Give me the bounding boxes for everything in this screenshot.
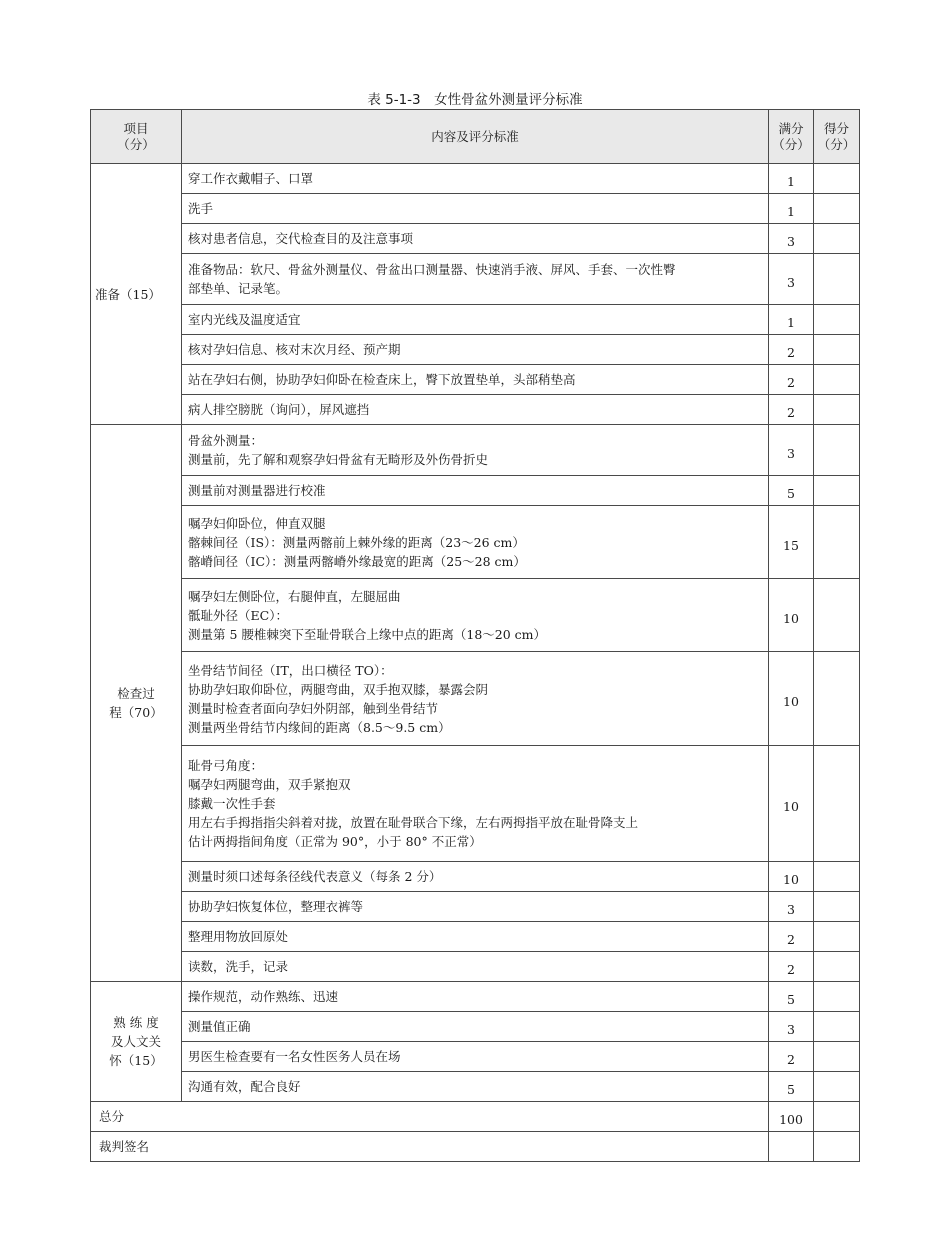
full-score-cell: 5 bbox=[769, 982, 814, 1012]
header-full-score: 满分 （分） bbox=[769, 110, 814, 164]
section-label-line: 准备（15） bbox=[95, 286, 161, 302]
total-row bbox=[91, 1102, 860, 1132]
criteria-line: 核对患者信息，交代检查目的及注意事项 bbox=[188, 231, 414, 246]
criteria-cell bbox=[182, 335, 769, 365]
table-row bbox=[91, 476, 860, 506]
criteria-line: 嘱孕妇两腿弯曲，双手紧抱双 bbox=[188, 777, 351, 792]
criteria-line: 协助孕妇取仰卧位，两腿弯曲，双手抱双膝，暴露会阴 bbox=[188, 681, 489, 697]
table-row bbox=[91, 746, 860, 862]
full-score-cell: 10 bbox=[769, 579, 814, 652]
got-score-cell[interactable] bbox=[814, 892, 860, 922]
got-score-cell[interactable] bbox=[814, 305, 860, 335]
criteria-line: 测量第 5 腰椎棘突下至耻骨联合上缘中点的距离（18～20 cm） bbox=[188, 626, 547, 642]
criteria-cell bbox=[182, 746, 769, 862]
criteria-line: 测量时检查者面向孕妇外阴部，触到坐骨结节 bbox=[188, 700, 439, 716]
section-label bbox=[91, 425, 182, 982]
table-row bbox=[91, 1072, 860, 1102]
criteria-cell bbox=[182, 305, 769, 335]
criteria-line: 部垫单、记录笔。 bbox=[188, 281, 289, 296]
full-score-cell: 1 bbox=[769, 305, 814, 335]
table-row bbox=[91, 506, 860, 579]
criteria-line: 嘱孕妇仰卧位，伸直双腿 bbox=[188, 515, 326, 531]
got-score-cell[interactable] bbox=[814, 952, 860, 982]
full-score-cell: 1 bbox=[769, 194, 814, 224]
criteria-line: 测量值正确 bbox=[188, 1019, 251, 1034]
got-score-cell[interactable] bbox=[814, 476, 860, 506]
signature-full-cell bbox=[769, 1132, 814, 1162]
got-score-cell[interactable] bbox=[814, 224, 860, 254]
signature-label: 裁判签名 bbox=[91, 1132, 769, 1162]
criteria-line: 核对孕妇信息、核对末次月经、预产期 bbox=[188, 342, 401, 357]
criteria-line: 膝戴一次性手套 bbox=[188, 796, 276, 811]
criteria-line: 穿工作衣戴帽子、口罩 bbox=[188, 171, 314, 186]
total-label: 总分 bbox=[91, 1102, 769, 1132]
got-score-cell[interactable] bbox=[814, 1042, 860, 1072]
got-score-cell[interactable] bbox=[814, 425, 860, 476]
full-score-cell: 3 bbox=[769, 224, 814, 254]
criteria-cell bbox=[182, 982, 769, 1012]
criteria-line: 髂棘间径（IS）：测量两髂前上棘外缘的距离（23～26 cm） bbox=[188, 534, 525, 550]
scoring-table bbox=[90, 109, 860, 1162]
criteria-line: 站在孕妇右侧，协助孕妇仰卧在检查床上，臀下放置垫单，头部稍垫高 bbox=[188, 372, 576, 387]
table-row bbox=[91, 365, 860, 395]
criteria-line: 骨盆外测量： bbox=[188, 433, 264, 448]
header-content: 内容及评分标准 bbox=[182, 110, 769, 164]
criteria-line: 耻骨弓角度： bbox=[188, 758, 264, 773]
table-row bbox=[91, 892, 860, 922]
section-label-line: 怀（15） bbox=[109, 1053, 163, 1068]
full-score-cell: 2 bbox=[769, 395, 814, 425]
criteria-line: 协助孕妇恢复体位，整理衣裤等 bbox=[188, 899, 364, 914]
table-row bbox=[91, 395, 860, 425]
section-label bbox=[91, 164, 182, 425]
table-row bbox=[91, 952, 860, 982]
got-score-cell[interactable] bbox=[814, 506, 860, 579]
section-label-line: 熟 练 度 bbox=[113, 1015, 159, 1030]
criteria-line: 病人排空膀胱（询问），屏风遮挡 bbox=[188, 402, 370, 417]
full-score-cell: 10 bbox=[769, 746, 814, 862]
table-row bbox=[91, 922, 860, 952]
got-score-cell[interactable] bbox=[814, 365, 860, 395]
full-score-cell: 5 bbox=[769, 476, 814, 506]
got-score-cell[interactable] bbox=[814, 652, 860, 746]
criteria-line: 测量前对测量器进行校准 bbox=[188, 483, 326, 498]
table-row bbox=[91, 335, 860, 365]
criteria-line: 沟通有效，配合良好 bbox=[188, 1079, 301, 1094]
criteria-cell bbox=[182, 425, 769, 476]
got-score-cell[interactable] bbox=[814, 1072, 860, 1102]
criteria-cell bbox=[182, 1012, 769, 1042]
full-score-cell: 3 bbox=[769, 1012, 814, 1042]
criteria-line: 测量两坐骨结节内缘间的距离（8.5～9.5 cm） bbox=[188, 719, 451, 735]
full-score-cell: 10 bbox=[769, 862, 814, 892]
got-score-cell[interactable] bbox=[814, 194, 860, 224]
criteria-cell bbox=[182, 1072, 769, 1102]
got-score-cell[interactable] bbox=[814, 922, 860, 952]
criteria-cell bbox=[182, 365, 769, 395]
criteria-cell bbox=[182, 579, 769, 652]
header-item: 项目 （分） bbox=[91, 110, 182, 164]
criteria-line: 读数，洗手，记录 bbox=[188, 959, 289, 974]
got-score-cell[interactable] bbox=[814, 579, 860, 652]
total-got-score[interactable] bbox=[814, 1102, 860, 1132]
table-row bbox=[91, 862, 860, 892]
full-score-cell: 2 bbox=[769, 922, 814, 952]
full-score-cell: 2 bbox=[769, 952, 814, 982]
criteria-line: 男医生检查要有一名女性医务人员在场 bbox=[188, 1049, 401, 1064]
criteria-line: 坐骨结节间径（IT，出口横径 TO）： bbox=[188, 662, 393, 678]
table-title: 表 5-1-3 女性骨盆外测量评分标准 bbox=[367, 92, 583, 108]
got-score-cell[interactable] bbox=[814, 746, 860, 862]
criteria-line: 操作规范，动作熟练、迅速 bbox=[188, 989, 339, 1004]
criteria-line: 估计两拇指间角度（正常为 90°，小于 80° 不正常） bbox=[188, 834, 482, 849]
table-row bbox=[91, 194, 860, 224]
full-score-cell: 3 bbox=[769, 425, 814, 476]
table-row bbox=[91, 1012, 860, 1042]
table-row bbox=[91, 305, 860, 335]
criteria-cell bbox=[182, 652, 769, 746]
section-label bbox=[91, 982, 182, 1102]
got-score-cell[interactable] bbox=[814, 862, 860, 892]
full-score-cell: 1 bbox=[769, 164, 814, 194]
full-score-cell: 5 bbox=[769, 1072, 814, 1102]
criteria-cell bbox=[182, 224, 769, 254]
full-score-cell: 10 bbox=[769, 652, 814, 746]
table-row bbox=[91, 579, 860, 652]
header-got-score: 得分 （分） bbox=[814, 110, 860, 164]
got-score-cell[interactable] bbox=[814, 1012, 860, 1042]
table-row bbox=[91, 1042, 860, 1072]
section-label-line: 及人文关 bbox=[110, 1034, 161, 1049]
table-row bbox=[91, 425, 860, 476]
section-label-line: 检查过 bbox=[117, 686, 155, 701]
criteria-line: 测量前，先了解和观察孕妇骨盆有无畸形及外伤骨折史 bbox=[188, 452, 489, 467]
got-score-cell[interactable] bbox=[814, 395, 860, 425]
full-score-cell: 15 bbox=[769, 506, 814, 579]
header-row bbox=[91, 110, 860, 164]
full-score-cell: 3 bbox=[769, 892, 814, 922]
criteria-cell bbox=[182, 862, 769, 892]
table-row bbox=[91, 224, 860, 254]
got-score-cell[interactable] bbox=[814, 254, 860, 305]
criteria-line: 髂嵴间径（IC）：测量两髂嵴外缘最宽的距离（25～28 cm） bbox=[188, 553, 526, 569]
criteria-cell bbox=[182, 395, 769, 425]
criteria-cell bbox=[182, 254, 769, 305]
criteria-line: 嘱孕妇左侧卧位，右腿伸直，左腿屈曲 bbox=[188, 588, 401, 604]
full-score-cell: 2 bbox=[769, 365, 814, 395]
criteria-line: 骶耻外径（EC）： bbox=[188, 607, 288, 623]
got-score-cell[interactable] bbox=[814, 335, 860, 365]
criteria-cell bbox=[182, 922, 769, 952]
criteria-cell bbox=[182, 194, 769, 224]
got-score-cell[interactable] bbox=[814, 164, 860, 194]
criteria-line: 室内光线及温度适宜 bbox=[188, 312, 301, 327]
table-row bbox=[91, 254, 860, 305]
criteria-line: 洗手 bbox=[188, 201, 214, 216]
criteria-cell bbox=[182, 506, 769, 579]
criteria-line: 用左右手拇指指尖斜着对拢，放置在耻骨联合下缘，左右两拇指平放在耻骨降支上 bbox=[188, 815, 639, 830]
table-row bbox=[91, 652, 860, 746]
signature-input-cell[interactable] bbox=[814, 1132, 860, 1162]
section-label-line: 程（70） bbox=[109, 705, 163, 720]
criteria-line: 整理用物放回原处 bbox=[188, 929, 289, 944]
full-score-cell: 2 bbox=[769, 335, 814, 365]
criteria-cell bbox=[182, 1042, 769, 1072]
full-score-cell: 2 bbox=[769, 1042, 814, 1072]
criteria-line: 测量时须口述每条径线代表意义（每条 2 分） bbox=[188, 869, 442, 884]
signature-row bbox=[91, 1132, 860, 1162]
criteria-cell bbox=[182, 476, 769, 506]
criteria-cell bbox=[182, 952, 769, 982]
criteria-cell bbox=[182, 892, 769, 922]
total-full-score: 100 bbox=[769, 1102, 814, 1132]
got-score-cell[interactable] bbox=[814, 982, 860, 1012]
criteria-cell bbox=[182, 164, 769, 194]
table-row bbox=[91, 982, 860, 1012]
full-score-cell: 3 bbox=[769, 254, 814, 305]
criteria-line: 准备物品：软尺、骨盆外测量仪、骨盆出口测量器、快速消手液、屏风、手套、一次性臀 bbox=[188, 262, 676, 277]
table-row bbox=[91, 164, 860, 194]
